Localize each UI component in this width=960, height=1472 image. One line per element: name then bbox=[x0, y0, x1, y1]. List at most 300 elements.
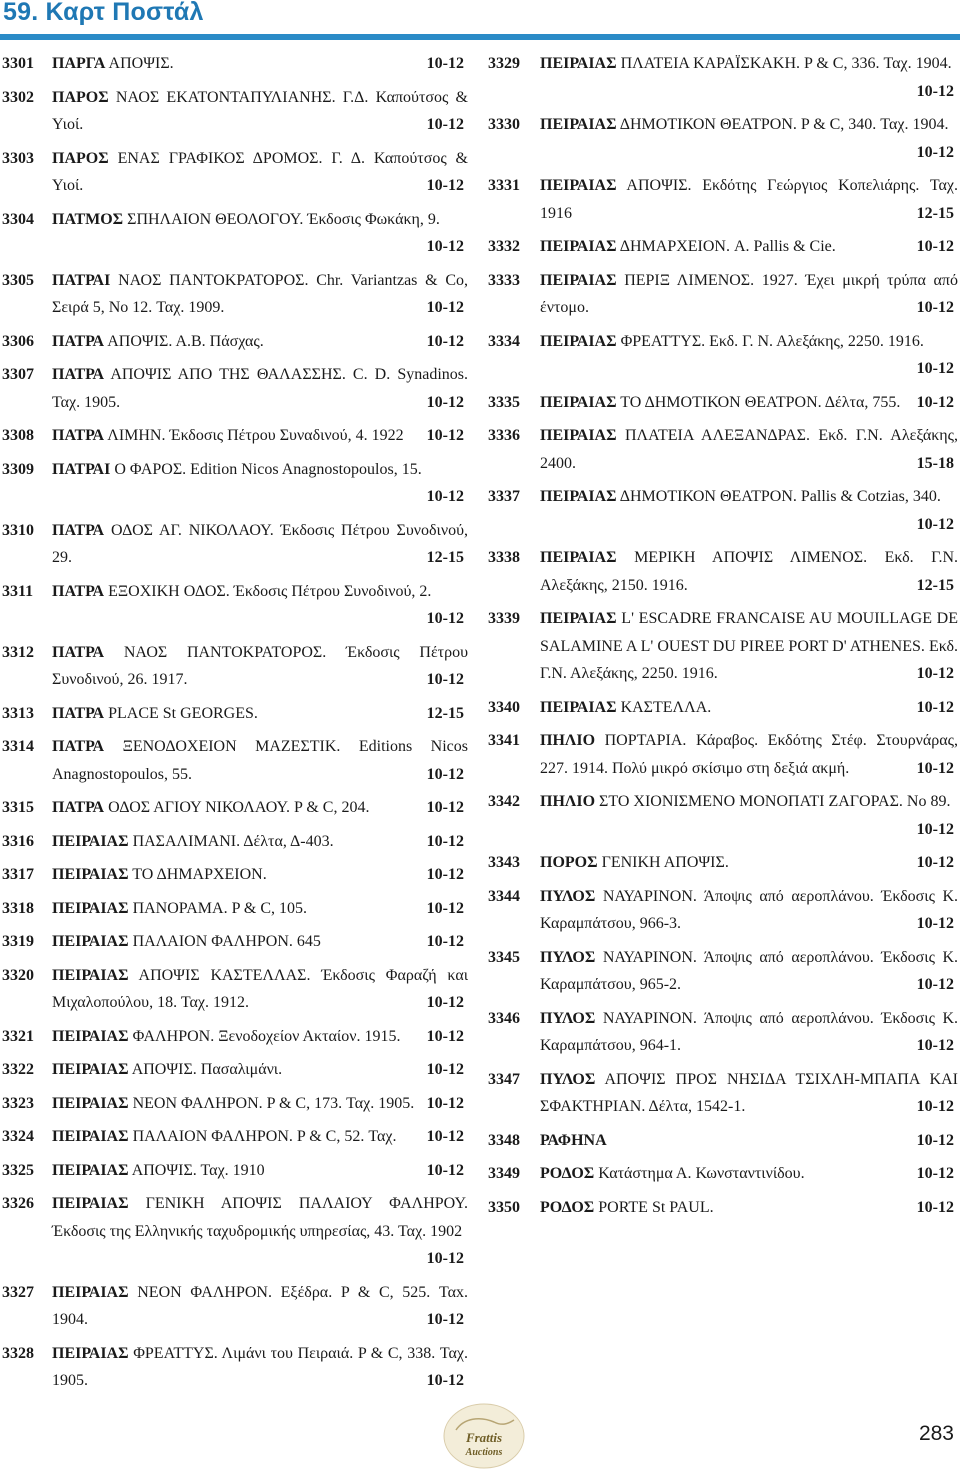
lot-place: ΠΑΡΟΣ bbox=[52, 149, 109, 167]
lot-place: ΠΕΙΡΑΙΑΣ bbox=[52, 832, 129, 850]
lot-description bbox=[540, 111, 958, 166]
lot-place: ΠΟΡΟΣ bbox=[540, 854, 598, 871]
lot-text: ΠΑΝΟΡΑΜΑ. P & C, 105. bbox=[132, 899, 307, 917]
lot-entry bbox=[488, 944, 958, 999]
lot-number: 3324 bbox=[2, 1128, 34, 1145]
auction-logo bbox=[442, 1400, 526, 1470]
lot-price: 10-12 bbox=[426, 488, 464, 505]
lot-text: ΠΛΑΤΕΙΑ ΚΑΡΑΪΣΚΑΚΗ. P & C, 336. Ταχ. 1904. bbox=[620, 55, 952, 72]
lot-entry bbox=[488, 605, 958, 688]
lot-number: 3326 bbox=[2, 1195, 34, 1212]
lot-place: ΠΑΡΟΣ bbox=[52, 88, 109, 106]
lot-price: 10-12 bbox=[426, 55, 464, 72]
lot-place: ΠΑΤΡΑ bbox=[52, 427, 105, 444]
logo-line1: Frattis bbox=[465, 1430, 503, 1445]
lot-price: 10-12 bbox=[426, 994, 464, 1011]
lot-price: 10-12 bbox=[916, 393, 954, 411]
lot-number: 3321 bbox=[2, 1027, 34, 1045]
lot-place: ΠΑΤΡΑ bbox=[52, 738, 105, 755]
lot-text: ΝΕΟΝ ΦΑΛΗΡΟΝ. P & C, 173. Ταχ. 1905. bbox=[132, 1094, 415, 1112]
lot-text: ΝΑΟΣ ΠΑΝΤΟΚΡΑΤΟΡΟΣ. Chr. Variantzas & Co, Σειρά 5, No 12. Ταχ. 1909. bbox=[52, 271, 469, 316]
lot-number: 3330 bbox=[488, 116, 520, 133]
logo-line2: Auctions bbox=[465, 1447, 503, 1458]
lot-entry bbox=[488, 727, 958, 782]
lot-number: 3322 bbox=[2, 1061, 34, 1078]
lot-number: 3350 bbox=[488, 1198, 520, 1216]
lot-price: 10-12 bbox=[426, 427, 464, 444]
lot-place: ΠΑΤΡΑ bbox=[52, 704, 105, 722]
lot-description bbox=[540, 1005, 958, 1060]
lot-description bbox=[52, 794, 468, 822]
lot-number: 3336 bbox=[488, 427, 520, 444]
lot-price: 10-12 bbox=[426, 1094, 464, 1112]
lot-text: ΠΛΑΤΕΙΑ ΑΛΕΞΑΝΔΡΑΣ. Εκδ. Γ.Ν. Αλεξάκης, 2400. bbox=[540, 427, 959, 472]
lot-number: 3339 bbox=[488, 610, 520, 627]
lot-place: ΠΕΙΡΑΙΑΣ bbox=[540, 238, 617, 255]
lot-text: ΔΗΜΑΡΧΕΙΟΝ. A. Pallis & Cie. bbox=[619, 238, 836, 255]
lot-text: ΝΑΥΑΡΙΝΟΝ. Άποψις από αεροπλάνου. Έκδοσις Κ. Καραμπάτσου, 966-3. bbox=[540, 887, 959, 932]
lot-text: ΑΠΟΨΙΣ ΠΡΟΣ ΝΗΣΙΔΑ ΤΣΙΧΛΗ-ΜΠΑΠΑ ΚΑΙ ΣΦΑΚΤΗΡΙΑΝ. Δέλτα, 1542-1. bbox=[540, 1070, 958, 1115]
lot-text: ΔΗΜΟΤΙΚΟΝ ΘΕΑΤΡΟΝ. Pallis & Cotzias, 340. bbox=[619, 488, 941, 505]
lot-number: 3306 bbox=[2, 332, 34, 350]
lot-price: 10-12 bbox=[916, 820, 954, 838]
lot-price: 10-12 bbox=[426, 832, 464, 850]
lot-price: 10-12 bbox=[916, 143, 954, 161]
lot-entry bbox=[488, 50, 958, 105]
lot-description bbox=[52, 962, 468, 1017]
lot-place: ΡΑΦΗΝΑ bbox=[540, 1131, 607, 1149]
lot-description bbox=[52, 1023, 468, 1051]
lot-description bbox=[540, 389, 958, 417]
lot-description bbox=[52, 1340, 468, 1395]
lot-price: 10-12 bbox=[426, 116, 464, 133]
lot-number: 3347 bbox=[488, 1070, 520, 1088]
lot-description bbox=[540, 328, 958, 383]
lot-description bbox=[540, 1160, 958, 1188]
lot-place: ΠΕΙΡΑΙΑΣ bbox=[52, 1283, 129, 1301]
lot-place: ΠΑΤΡΑΙ bbox=[52, 460, 111, 478]
lot-entry bbox=[0, 456, 468, 511]
lot-price: 10-12 bbox=[426, 1161, 464, 1179]
lot-description bbox=[52, 84, 468, 139]
lot-price: 10-12 bbox=[916, 1198, 954, 1216]
lot-price: 10-12 bbox=[916, 665, 954, 682]
lot-entry bbox=[0, 733, 468, 788]
lot-text: PORTE St PAUL. bbox=[598, 1198, 714, 1216]
lot-description bbox=[52, 861, 468, 889]
lot-text: ΠΟΡΤΑΡΙΑ. Κάραβος. Εκδότης Στέφ. Στουρνάρας, 227. 1914. Πολύ μικρό σκίσιμο στη δεξιά ακμή. bbox=[540, 732, 959, 777]
lot-place: ΡΟΔΟΣ bbox=[540, 1198, 595, 1216]
lot-place: ΠΕΙΡΑΙΑΣ bbox=[52, 1094, 129, 1112]
lot-price: 10-12 bbox=[426, 332, 464, 350]
lot-description bbox=[540, 1194, 958, 1222]
lot-number: 3323 bbox=[2, 1094, 34, 1112]
lot-place: ΠΑΤΜΟΣ bbox=[52, 210, 124, 228]
lot-description bbox=[52, 361, 468, 416]
lot-entry bbox=[0, 1190, 468, 1273]
lot-place: ΠΕΙΡΑΙΑΣ bbox=[540, 55, 617, 72]
lot-description bbox=[52, 578, 468, 633]
lot-number: 3320 bbox=[2, 966, 34, 984]
lot-entry bbox=[0, 1090, 468, 1118]
lot-description bbox=[52, 517, 468, 572]
lot-place: ΠΕΙΡΑΙΑΣ bbox=[52, 1061, 129, 1078]
lot-entry bbox=[488, 1194, 958, 1222]
lot-price: 10-12 bbox=[426, 671, 464, 688]
lot-text: ΞΕΝΟΔΟΧΕΙΟΝ ΜΑΖΕΣΤΙΚ. Editions Nicos Anagnostopoulos, 55. bbox=[52, 738, 468, 783]
lot-place: ΠΕΙΡΑΙΑΣ bbox=[540, 698, 617, 716]
lot-number: 3302 bbox=[2, 88, 34, 106]
lot-number: 3303 bbox=[2, 149, 34, 167]
lot-text: PLACE St GEORGES. bbox=[108, 704, 258, 722]
lot-text: ΝΑΟΣ ΕΚΑΤΟΝΤΑΠΥΛΙΑΝΗΣ. Γ.Δ. Καπούτσος & Υιοί. bbox=[52, 88, 469, 133]
lot-entry bbox=[488, 694, 958, 722]
lot-price: 10-12 bbox=[426, 866, 464, 883]
page-number: 283 bbox=[918, 1422, 954, 1445]
lot-entry bbox=[0, 84, 468, 139]
lot-price: 10-12 bbox=[426, 1311, 464, 1328]
lot-number: 3325 bbox=[2, 1161, 34, 1179]
lot-place: ΠΕΙΡΑΙΑΣ bbox=[52, 866, 129, 883]
lot-place: ΠΑΤΡΑ bbox=[52, 332, 105, 350]
lot-price: 10-12 bbox=[426, 765, 464, 783]
lot-price: 10-12 bbox=[426, 1128, 464, 1145]
lot-text: ΣΠΗΛΑΙΟΝ ΘΕΟΛΟΓΟΥ. Έκδοσις Φωκάκη, 9. bbox=[127, 210, 440, 228]
lot-number: 3346 bbox=[488, 1009, 520, 1027]
lot-description bbox=[52, 50, 468, 78]
lot-description bbox=[52, 1123, 468, 1151]
lot-price: 10-12 bbox=[916, 1037, 954, 1054]
lot-entry bbox=[488, 788, 958, 843]
page-header bbox=[0, 0, 960, 34]
lot-description bbox=[52, 267, 468, 322]
lot-price: 10-12 bbox=[916, 1098, 954, 1115]
lot-price: 10-12 bbox=[426, 177, 464, 194]
lot-price: 10-12 bbox=[426, 1061, 464, 1078]
lot-description bbox=[540, 267, 958, 322]
lot-entry bbox=[0, 1023, 468, 1051]
lot-text: ΠΕΡΙΞ ΛΙΜΕΝΟΣ. 1927. Έχει μικρή τρύπα από έντομο. bbox=[540, 271, 959, 316]
lot-entry bbox=[488, 233, 958, 261]
lot-price: 10-12 bbox=[426, 899, 464, 917]
lot-place: ΠΥΛΟΣ bbox=[540, 1070, 596, 1088]
lot-price: 10-12 bbox=[916, 854, 954, 871]
lot-text: ΠΑΛΑΙΟΝ ΦΑΛΗΡΟΝ. P & C, 52. Ταχ. bbox=[132, 1128, 397, 1145]
lot-description bbox=[52, 1279, 468, 1334]
lot-place: ΠΥΛΟΣ bbox=[540, 887, 596, 905]
lot-text: ΝΑΥΑΡΙΝΟΝ. Άποψις από αεροπλάνου. Έκδοσις Κ. Καραμπάτσου, 965-2. bbox=[540, 948, 959, 993]
lot-entry bbox=[0, 794, 468, 822]
lot-number: 3343 bbox=[488, 854, 520, 871]
lot-number: 3301 bbox=[2, 55, 34, 72]
header-rule bbox=[0, 34, 960, 40]
lot-price: 10-12 bbox=[916, 360, 954, 377]
lot-entry bbox=[488, 172, 958, 227]
lot-text: ΠΑΛΑΙΟΝ ΦΑΛΗΡΟΝ. 645 bbox=[132, 933, 321, 950]
lot-text: ΑΠΟΨΙΣ. Πασαλιμάνι. bbox=[131, 1061, 283, 1078]
lot-price: 10-12 bbox=[426, 299, 464, 316]
lot-price: 10-12 bbox=[426, 610, 464, 627]
lot-text: L' ESCADRE FRANCAISE AU MOUILLAGE DE SALAMINE A L' OUEST DU PIREE PORT D' ATHENES. Εκδ. Γ.Ν. Αλεξάκης, 2250. 1916. bbox=[540, 610, 959, 682]
lot-number: 3332 bbox=[488, 238, 520, 255]
lot-entry bbox=[0, 328, 468, 356]
lot-number: 3310 bbox=[2, 521, 34, 539]
lot-place: ΠΕΙΡΑΙΑΣ bbox=[52, 933, 129, 950]
lot-text: ΤΟ ΔΗΜΟΤΙΚΟΝ ΘΕΑΤΡΟΝ. Δέλτα, 755. bbox=[620, 393, 901, 411]
lot-price: 10-12 bbox=[916, 515, 954, 533]
lot-price: 10-12 bbox=[426, 1372, 464, 1389]
lot-price: 12-15 bbox=[916, 204, 954, 222]
lot-description bbox=[540, 694, 958, 722]
lot-number: 3305 bbox=[2, 271, 34, 289]
lot-description bbox=[52, 145, 468, 200]
lot-place: ΠΕΙΡΑΙΑΣ bbox=[52, 1161, 129, 1179]
lot-entry bbox=[488, 328, 958, 383]
lot-price: 10-12 bbox=[916, 1165, 954, 1182]
lot-description bbox=[52, 639, 468, 694]
lot-text: ΦΑΛΗΡΟΝ. Ξενοδοχείον Ακταίον. 1915. bbox=[132, 1027, 401, 1045]
lot-place: ΡΟΔΟΣ bbox=[540, 1165, 595, 1182]
lot-number: 3311 bbox=[2, 582, 34, 600]
lot-price: 10-12 bbox=[426, 393, 464, 411]
lot-place: ΠΑΤΡΑ bbox=[52, 521, 105, 539]
lot-text: ΤΟ ΔΗΜΑΡΧΕΙΟΝ. bbox=[132, 866, 267, 883]
lot-text: ΑΠΟΨΙΣ. Α.Β. Πάσχας. bbox=[107, 332, 264, 350]
lot-number: 3316 bbox=[2, 832, 34, 850]
lot-place: ΠΕΙΡΑΙΑΣ bbox=[540, 393, 617, 411]
lot-number: 3335 bbox=[488, 393, 520, 411]
lot-entry bbox=[0, 962, 468, 1017]
lot-number: 3328 bbox=[2, 1344, 34, 1362]
lot-description bbox=[540, 605, 958, 688]
lot-text: ΦΡΕΑΤΤΥΣ. Εκδ. Γ. Ν. Αλεξάκης, 2250. 1916. bbox=[620, 332, 924, 350]
lot-entry bbox=[488, 1066, 958, 1121]
lot-number: 3304 bbox=[2, 210, 34, 228]
lot-entry bbox=[0, 1279, 468, 1334]
lot-entry bbox=[0, 267, 468, 322]
lot-description bbox=[52, 1190, 468, 1273]
lot-place: ΠΕΙΡΑΙΑΣ bbox=[52, 966, 129, 984]
page-title: 59. Καρτ Ποστάλ bbox=[3, 0, 204, 26]
lot-entry bbox=[488, 1127, 958, 1155]
lot-description bbox=[52, 456, 468, 511]
lot-price: 10-12 bbox=[426, 1250, 464, 1267]
lot-text: ΕΞΟΧΙΚΗ ΟΔΟΣ. Έκδοσις Πέτρου Συνοδινού, 2. bbox=[108, 582, 432, 600]
lot-entry bbox=[0, 1340, 468, 1395]
lot-entry bbox=[488, 483, 958, 538]
lot-description bbox=[540, 544, 958, 599]
lot-price: 10-12 bbox=[916, 976, 954, 993]
lot-description bbox=[540, 788, 958, 843]
lot-number: 3342 bbox=[488, 793, 520, 810]
lot-number: 3309 bbox=[2, 460, 34, 478]
lot-place: ΠΕΙΡΑΙΑΣ bbox=[540, 427, 617, 444]
lot-description bbox=[52, 1090, 468, 1118]
lot-text: ΑΠΟΨΙΣ ΑΠΟ ΤΗΣ ΘΑΛΑΣΣΗΣ. C. D. Synadinos. Ταχ. 1905. bbox=[52, 366, 468, 411]
lot-description bbox=[540, 849, 958, 877]
lot-description bbox=[52, 422, 468, 450]
lot-entry bbox=[488, 1160, 958, 1188]
lot-number: 3315 bbox=[2, 799, 34, 816]
lot-entry bbox=[488, 883, 958, 938]
lot-text: ΕΝΑΣ ΓΡΑΦΙΚΟΣ ΔΡΟΜΟΣ. Γ. Δ. Καπούτσος & Υιοί. bbox=[52, 149, 469, 194]
lot-number: 3338 bbox=[488, 549, 520, 566]
lot-text: Ο ΦΑΡΟΣ. Edition Nicos Anagnostopoulos, 15. bbox=[114, 460, 422, 478]
lot-entry bbox=[0, 639, 468, 694]
lot-number: 3312 bbox=[2, 643, 34, 661]
lot-entry bbox=[0, 1123, 468, 1151]
lot-text: ΝΑΥΑΡΙΝΟΝ. Άποψις από αεροπλάνου. Έκδοσις Κ. Καραμπάτσου, 964-1. bbox=[540, 1009, 959, 1054]
lot-number: 3340 bbox=[488, 698, 520, 716]
lot-entry bbox=[0, 1157, 468, 1185]
lot-number: 3318 bbox=[2, 899, 34, 917]
lot-price: 10-12 bbox=[916, 1131, 954, 1149]
lot-place: ΠΑΤΡΑ bbox=[52, 643, 105, 661]
lot-entry bbox=[0, 517, 468, 572]
lot-description bbox=[540, 944, 958, 999]
lot-price: 10-12 bbox=[426, 933, 464, 950]
lot-place: ΠΗΛΙΟ bbox=[540, 732, 596, 749]
lot-entry bbox=[0, 578, 468, 633]
lot-price: 10-12 bbox=[916, 82, 954, 100]
lot-number: 3308 bbox=[2, 427, 34, 444]
lot-number: 3345 bbox=[488, 948, 520, 966]
lot-price: 10-12 bbox=[426, 799, 464, 816]
lot-number: 3337 bbox=[488, 488, 520, 505]
right-column bbox=[488, 50, 958, 1227]
lot-place: ΠΕΙΡΑΙΑΣ bbox=[52, 1344, 129, 1362]
lot-place: ΠΕΙΡΑΙΑΣ bbox=[540, 549, 617, 566]
lot-description bbox=[52, 700, 468, 728]
lot-number: 3319 bbox=[2, 933, 34, 950]
lot-number: 3313 bbox=[2, 704, 34, 722]
lot-place: ΠΕΙΡΑΙΑΣ bbox=[540, 271, 617, 289]
lot-entry bbox=[488, 544, 958, 599]
lot-place: ΠΕΙΡΑΙΑΣ bbox=[540, 116, 617, 133]
lot-description bbox=[540, 727, 958, 782]
lot-place: ΠΑΤΡΑ bbox=[52, 366, 105, 383]
lot-text: ΦΡΕΑΤΤΥΣ. Λιμάνι του Πειραιά. P & C, 338. Ταχ. 1905. bbox=[52, 1344, 468, 1389]
lot-place: ΠΕΙΡΑΙΑΣ bbox=[52, 1027, 129, 1045]
lot-number: 3333 bbox=[488, 271, 520, 289]
lot-text: ΔΗΜΟΤΙΚΟΝ ΘΕΑΤΡΟΝ. P & C, 340. Ταχ. 1904. bbox=[619, 116, 949, 133]
lot-place: ΠΕΙΡΑΙΑΣ bbox=[52, 1128, 129, 1145]
lot-text: ΛΙΜΗΝ. Έκδοσις Πέτρου Συναδινού, 4. 1922 bbox=[107, 427, 404, 444]
lot-number: 3348 bbox=[488, 1131, 520, 1149]
lot-entry bbox=[0, 206, 468, 261]
lot-place: ΠΥΛΟΣ bbox=[540, 1009, 596, 1027]
lot-description bbox=[52, 206, 468, 261]
lot-description bbox=[52, 928, 468, 956]
lot-price: 10-12 bbox=[426, 1027, 464, 1045]
lot-number: 3341 bbox=[488, 732, 520, 749]
lot-place: ΠΕΙΡΑΙΑΣ bbox=[52, 899, 129, 917]
lot-number: 3327 bbox=[2, 1283, 34, 1301]
lot-description bbox=[540, 233, 958, 261]
lot-text: ΓΕΝΙΚΗ ΑΠΟΨΙΣ ΠΑΛΑΙΟΥ ΦΑΛΗΡΟΥ. Έκδοσις της Ελληνικής ταχυδρομικής υπηρεσίας, 43. Ταχ. 1902 bbox=[52, 1195, 469, 1240]
lot-place: ΠΑΤΡΑ bbox=[52, 582, 105, 600]
lot-text: ΝΕΟΝ ΦΑΛΗΡΟΝ. Εξέδρα. P & C, 525. Ταx. 1904. bbox=[52, 1283, 469, 1328]
lot-text: ΑΠΟΨΙΣ. Ταχ. 1910 bbox=[131, 1161, 265, 1179]
lot-text: ΟΔΟΣ ΑΓ. ΝΙΚΟΛΑΟΥ. Έκδοσις Πέτρου Συνοδινού, 29. bbox=[52, 521, 469, 566]
lot-entry bbox=[488, 422, 958, 477]
lot-place: ΠΥΛΟΣ bbox=[540, 948, 596, 966]
lot-description bbox=[52, 1056, 468, 1084]
lot-text: ΟΔΟΣ ΑΓΙΟΥ ΝΙΚΟΛΑΟΥ. P & C, 204. bbox=[108, 799, 370, 816]
lot-place: ΠΑΤΡΑ bbox=[52, 799, 105, 816]
lot-text: ΑΠΟΨΙΣ ΚΑΣΤΕΛΛΑΣ. Έκδοσις Φαραζή και Μιχαλοπούλου, 18. Ταχ. 1912. bbox=[52, 966, 469, 1011]
lot-description bbox=[540, 1127, 958, 1155]
lot-price: 12-15 bbox=[916, 576, 954, 594]
lot-number: 3314 bbox=[2, 738, 34, 755]
lot-entry bbox=[0, 700, 468, 728]
lot-description bbox=[540, 483, 958, 538]
lot-price: 10-12 bbox=[916, 299, 954, 316]
lot-entry bbox=[488, 389, 958, 417]
lot-price: 15-18 bbox=[916, 454, 954, 472]
lot-entry bbox=[0, 361, 468, 416]
lot-description bbox=[52, 1157, 468, 1185]
lot-number: 3344 bbox=[488, 887, 520, 905]
lot-entry bbox=[0, 422, 468, 450]
lot-number: 3329 bbox=[488, 55, 520, 72]
lot-entry bbox=[0, 1056, 468, 1084]
lot-place: ΠΑΤΡΑΙ bbox=[52, 271, 111, 289]
lot-price: 10-12 bbox=[916, 759, 954, 777]
lot-description bbox=[52, 895, 468, 923]
lot-text: ΝΑΟΣ ΠΑΝΤΟΚΡΑΤΟΡΟΣ. Έκδοσις Πέτρου Συνοδινού, 26. 1917. bbox=[52, 643, 468, 688]
lot-text: ΚΑΣΤΕΛΛΑ. bbox=[620, 698, 712, 716]
lot-entry bbox=[488, 1005, 958, 1060]
lot-price: 10-12 bbox=[916, 238, 954, 255]
lot-description bbox=[52, 828, 468, 856]
lot-text: Κατάστημα Α. Κωνσταντινίδου. bbox=[598, 1165, 805, 1182]
lot-text: ΣΤΟ ΧΙΟΝΙΣΜΕΝΟ ΜΟΝΟΠΑΤΙ ΖΑΓΟΡΑΣ. No 89. bbox=[599, 793, 951, 810]
lot-price: 12-15 bbox=[426, 549, 464, 566]
lot-description bbox=[52, 328, 468, 356]
lot-entry bbox=[488, 267, 958, 322]
lot-entry bbox=[488, 849, 958, 877]
lot-text: ΠΑΣΑΛΙΜΑΝΙ. Δέλτα, Δ-403. bbox=[132, 832, 334, 850]
lot-price: 10-12 bbox=[916, 698, 954, 716]
lot-price: 10-12 bbox=[426, 238, 464, 255]
lot-place: ΠΕΙΡΑΙΑΣ bbox=[540, 332, 617, 350]
lot-place: ΠΑΡΓΑ bbox=[52, 55, 106, 72]
lot-entry bbox=[0, 861, 468, 889]
lot-place: ΠΕΙΡΑΙΑΣ bbox=[540, 610, 617, 627]
lot-description bbox=[540, 1066, 958, 1121]
lot-number: 3307 bbox=[2, 366, 34, 383]
lot-description bbox=[52, 733, 468, 788]
lot-number: 3334 bbox=[488, 332, 520, 350]
lot-entry bbox=[488, 111, 958, 166]
lot-text: ΑΠΟΨΙΣ. Εκδότης Γεώργιος Κοπελιάρης. Ταχ. 1916 bbox=[540, 177, 958, 222]
lot-text: ΜΕΡΙΚΗ ΑΠΟΨΙΣ ΛΙΜΕΝΟΣ. Εκδ. Γ.Ν. Αλεξάκης, 2150. 1916. bbox=[540, 549, 958, 594]
lot-description bbox=[540, 883, 958, 938]
lot-text: ΓΕΝΙΚΗ ΑΠΟΨΙΣ. bbox=[601, 854, 729, 871]
lot-entry bbox=[0, 50, 468, 78]
lot-entry bbox=[0, 928, 468, 956]
lot-description bbox=[540, 172, 958, 227]
lot-number: 3349 bbox=[488, 1165, 520, 1182]
lot-number: 3331 bbox=[488, 177, 520, 194]
lot-price: 10-12 bbox=[916, 915, 954, 932]
lot-entry bbox=[0, 145, 468, 200]
lot-text: ΑΠΟΨΙΣ. bbox=[108, 55, 174, 72]
lot-place: ΠΗΛΙΟ bbox=[540, 793, 596, 810]
left-column bbox=[0, 50, 468, 1401]
lot-description bbox=[540, 422, 958, 477]
